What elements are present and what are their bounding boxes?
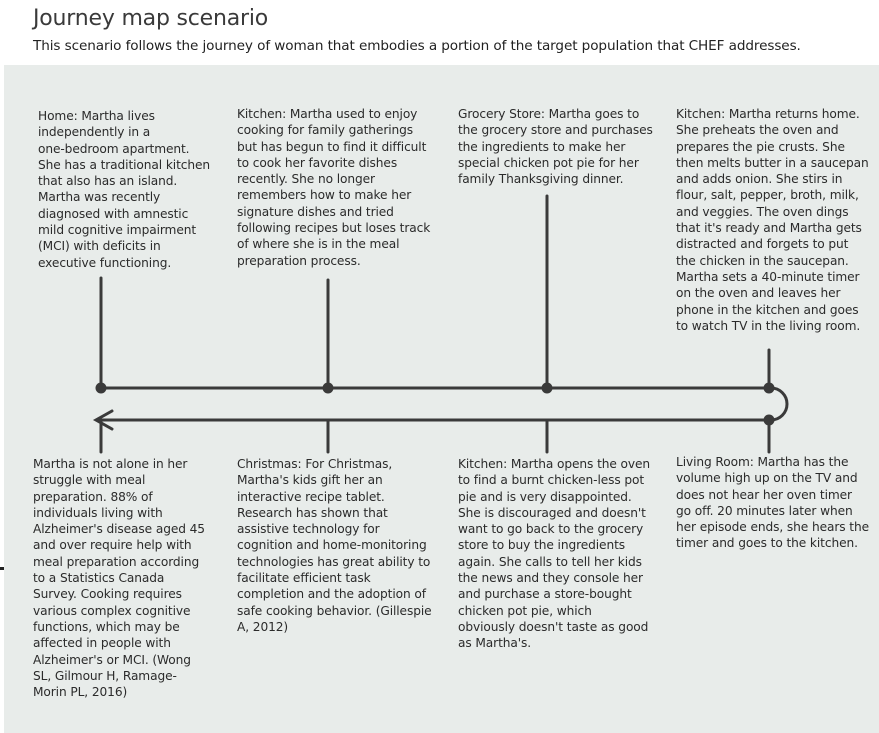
page-subtitle: This scenario follows the journey of woman that embodies a portion of the target population that CHEF addresses. [33, 38, 801, 54]
step-kitchen-difficulty: Kitchen: Martha used to enjoy cooking for family gatherings but has begun to find it difficult to cook her favorite dishes recently. She no longer remembers how to make her signature dishes and tried following recipes but loses track of where she is in the meal preparation process. [237, 107, 431, 268]
step-home: Home: Martha lives independently in a one-bedroom apartment. She has a traditional kitchen that also has an island. Martha was recently diagnosed with amnestic mild cognitive impairment (MCI) with deficits in executive functioning. [38, 109, 211, 270]
page-title: Journey map scenario [33, 6, 269, 31]
step-christmas: Christmas: For Christmas, Martha's kids gift her an interactive recipe tablet. Research has shown that assistive technology for cognition and home-monitoring technologies has great ability to facilitate efficient task completion and the adoption of safe cooking behavior. (Gillespie A, 2012) [237, 457, 432, 634]
timeline-node-top-4 [764, 383, 775, 394]
timeline-node-top-2 [323, 383, 334, 394]
timeline-node-top-3 [542, 383, 553, 394]
step-kitchen-burnt-pie: Kitchen: Martha opens the oven to find a burnt chicken-less pot pie and is very disappointed. She is discouraged and doesn't want to go back to the grocery store to buy the ingredients again. She calls to tell her kids the news and they console her and purchase a store-bought chicken pot pie, which obviously doesn't taste as good as Martha's. [458, 457, 651, 651]
step-grocery-store: Grocery Store: Martha goes to the grocery store and purchases the ingredients to make her special chicken pot pie for her family Thanksgiving dinner. [458, 107, 653, 187]
timeline-node-bottom-4 [764, 415, 775, 426]
step-living-room: Living Room: Martha has the volume high up on the TV and does not hear her oven timer go off. 20 minutes later when her episode ends, she hears the timer and goes to the kitchen. [676, 455, 869, 551]
step-kitchen-cooking: Kitchen: Martha returns home. She preheats the oven and prepares the pie crusts. She then melts butter in a saucepan and adds onion. She stirs in flour, salt, pepper, broth, milk, and veggies. The oven dings that it's ready and Martha gets distracted and forgets to put the chicken in the saucepan. Martha sets a 40-minute timer on the oven and leaves her phone in the kitchen and goes to watch TV in the living room. [676, 107, 869, 333]
timeline-node-top-1 [96, 383, 107, 394]
timeline-loop [100, 388, 787, 420]
step-statistics: Martha is not alone in her struggle with meal preparation. 88% of individuals living with Alzheimer's disease aged 45 and over require help with meal preparation according to a Statistics Canada Survey. Cooking requires various complex cognitive functions, which may be affected in people with Alzheimer's or MCI. (Wong SL, Gilmour H, Ramage- Morin PL, 2016) [33, 457, 205, 700]
